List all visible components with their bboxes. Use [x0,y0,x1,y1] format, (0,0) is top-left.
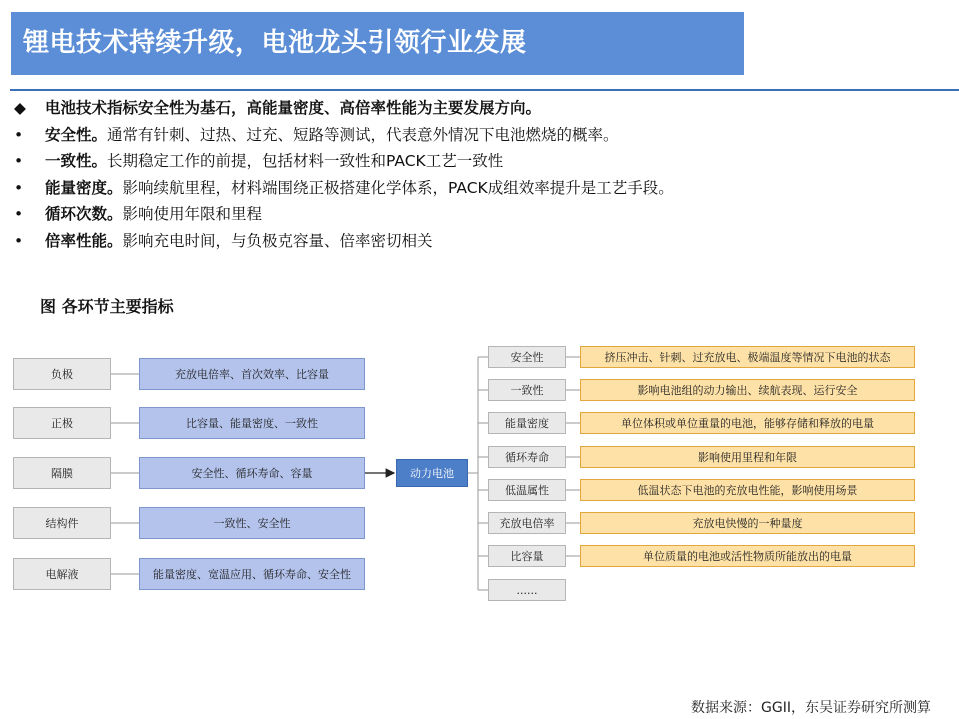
bullet-term: 循环次数。 [45,205,123,223]
bullet-heading-text: 电池技术指标安全性为基石，高能量密度、高倍率性能为主要发展方向。 [45,99,542,117]
component-box: 电解液 [13,558,111,590]
component-box: 隔膜 [13,457,111,489]
bullet-desc: 通常有针刺、过热、过充、短路等测试，代表意外情况下电池燃烧的概率。 [107,126,619,144]
page-title: 锂电技术持续升级，电池龙头引领行业发展 [11,12,744,75]
bullet-term: 倍率性能。 [45,232,123,250]
diamond-icon: ◆ [14,99,26,117]
component-box: 正极 [13,407,111,439]
indicator-desc-box: 充放电快慢的一种量度 [580,512,915,534]
indicator-box: 能量密度 [488,412,566,434]
bullet-term: 安全性。 [45,126,108,144]
bullet-dot-icon: • [14,205,24,223]
component-box: 结构件 [13,507,111,539]
indicator-box-ellipsis: ...... [488,579,566,601]
bullet-term: 一致性。 [45,152,108,170]
component-box: 负极 [13,358,111,390]
bullet-desc: 长期稳定工作的前提，包括材料一致性和PACK工艺一致性 [107,152,504,170]
bullet-dot-icon: • [14,152,24,170]
bullet-term: 能量密度。 [45,179,123,197]
indicator-desc-box: 挤压冲击、针刺、过充放电、极端温度等情况下电池的状态 [580,346,915,368]
indicator-box: 比容量 [488,545,566,567]
bullet-dot-icon: • [14,179,24,197]
data-source: 数据来源：GGII，东吴证券研究所测算 [691,700,931,716]
component-metrics-box: 比容量、能量密度、一致性 [139,407,365,439]
indicator-desc-box: 低温状态下电池的充放电性能，影响使用场景 [580,479,915,501]
indicator-box: 循环寿命 [488,446,566,468]
component-metrics-box: 一致性、安全性 [139,507,365,539]
indicator-desc-box: 单位体积或单位重量的电池，能够存储和释放的电量 [580,412,915,434]
indicator-box: 低温属性 [488,479,566,501]
bullet-desc: 影响续航里程，材料端围绕正极搭建化学体系，PACK成组效率提升是工艺手段。 [122,179,674,197]
component-metrics-box: 安全性、循环寿命、容量 [139,457,365,489]
bullet-desc: 影响使用年限和里程 [122,205,263,223]
bullet-dot-icon: • [14,232,24,250]
figure-title: 图 各环节主要指标 [40,297,174,316]
component-metrics-box: 充放电倍率、首次效率、比容量 [139,358,365,390]
component-metrics-box: 能量密度、宽温应用、循环寿命、安全性 [139,558,365,590]
bullet-dot-icon: • [14,126,24,144]
indicator-desc-box: 影响电池组的动力输出、续航表现、运行安全 [580,379,915,401]
bullet-desc: 影响充电时间，与负极克容量、倍率密切相关 [122,232,433,250]
indicator-desc-box: 影响使用里程和年限 [580,446,915,468]
indicator-box: 一致性 [488,379,566,401]
indicator-desc-box: 单位质量的电池或活性物质所能放出的电量 [580,545,915,567]
indicator-box: 安全性 [488,346,566,368]
power-battery-box: 动力电池 [396,459,468,487]
indicator-box: 充放电倍率 [488,512,566,534]
title-divider [10,89,959,91]
